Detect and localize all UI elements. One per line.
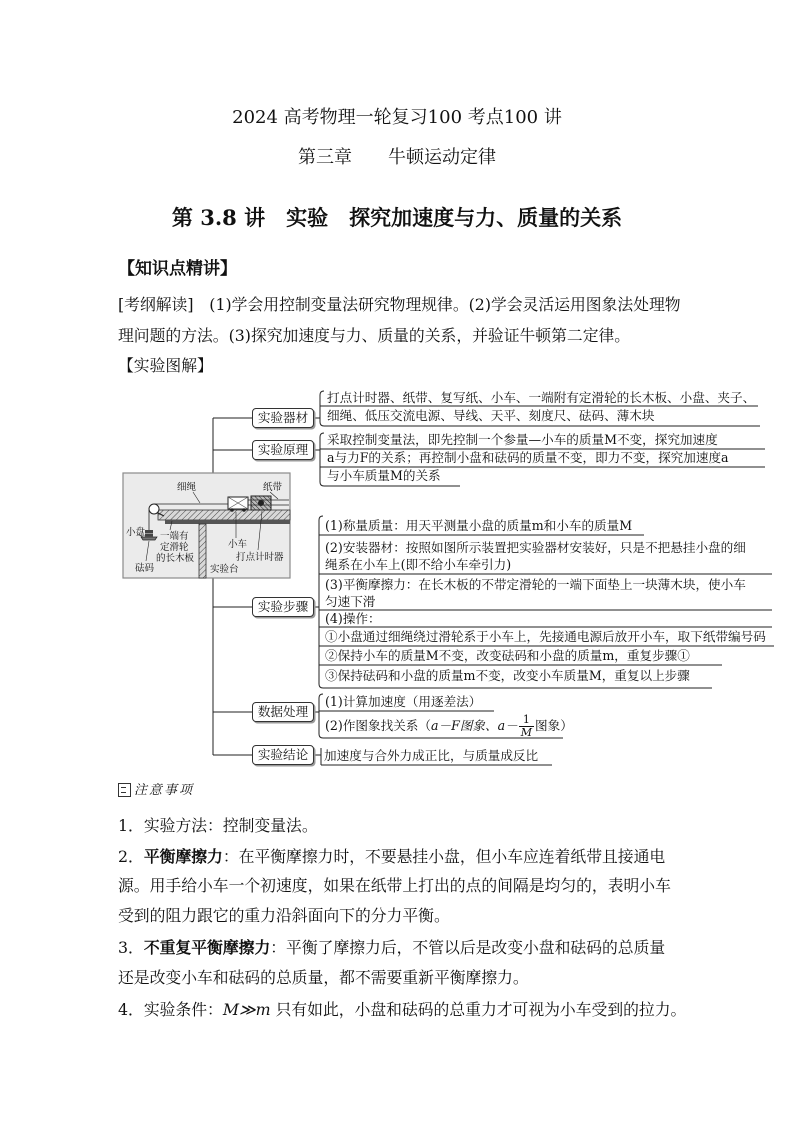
step-line-6: (4)操作： [325,611,381,626]
note-item-2-line-2: 源。用手给小车一个初速度，如果在纸带上打出的点的间隔是均匀的，表明小车 [118,876,671,895]
label-board-line1: 一端有 [160,531,189,542]
notes-heading-icon [118,783,131,797]
data-line-2-prefix: (2)作图象找关系（ [325,717,431,733]
equipment-line-1: 打点计时器、纸带、复写纸、小车、一端附有定滑轮的长木板、小盘、夹子、 [327,390,756,405]
long-board [158,510,290,520]
table-leg [199,524,206,578]
label-cart: 小车 [228,539,248,550]
note-item-4-number: 4． [118,1000,144,1019]
box-steps: 实验步骤 [252,597,314,617]
syllabus-line-2: 理问题的方法。(3)探究加速度与力、质量的关系，并验证牛顿第二定律。 [118,326,631,345]
note-item-2-text: ：在平衡摩擦力时，不要悬挂小盘，但小车应连着纸带且接通电 [222,847,666,866]
principle-line-1: 采取控制变量法，即先控制一个参量—小车的质量M不变，探究加速度 [327,432,718,447]
data-line-2 [325,714,573,738]
syllabus-line-1: [考纲解读] (1)学会用控制变量法研究物理规律。(2)学会灵活运用图象法处理物 [118,295,681,314]
box-principle: 实验原理 [252,440,314,460]
note-item-1 [118,818,318,834]
note-item-3-number: 3． [118,938,144,957]
knowledge-heading: 【知识点精讲】 [118,259,237,279]
weights-icon [145,530,153,533]
note-item-4-condition: M≫m [222,1000,271,1019]
notes-heading-text: 注意事项 [134,782,195,798]
label-table: 实验台 [210,564,239,575]
principle-line-3: 与小车质量M的关系 [327,468,441,483]
data-line-1: (1)计算加速度（用逐差法） [325,694,482,709]
step-line-3: 绳系在小车上(即不给小车牵引力) [325,557,512,572]
fraction-denominator: M [520,725,532,739]
notes-heading [118,783,194,797]
step-line-5: 匀速下滑 [325,594,376,609]
note-item-1-text: 实验方法：控制变量法。 [143,816,318,835]
note-item-3-text: ：平衡了摩擦力后，不管以后是改变小盘和砝码的总质量 [270,938,666,957]
step-line-7: ①小盘通过细绳绕过滑轮系于小车上，先接通电源后放开小车，取下纸带编号码 [325,629,766,644]
fraction-numerator: 1 [522,712,530,726]
box-data-processing: 数据处理 [252,702,314,722]
label-tape: 纸带 [263,482,283,493]
box-conclusion: 实验结论 [252,745,314,765]
note-item-3-keyword: 不重复平衡摩擦力 [143,938,271,957]
equipment-line-2: 细绳、低压交流电源、导线、天平、刻度尺、砝码、薄木块 [327,408,655,423]
series-title: 2024 高考物理一轮复习100 考点100 讲 [232,107,562,128]
step-line-4: (3)平衡摩擦力：在长木板的不带定滑轮的一端下面垫上一块薄木块，使小车 [325,577,746,592]
chapter-title: 牛顿运动定律 [388,147,496,168]
box-equipment: 实验器材 [252,408,314,428]
conclusion-text: 加速度与合外力成正比，与质量成反比 [324,748,539,763]
note-item-2-number: 2． [118,847,144,866]
label-timer: 打点计时器 [236,552,284,563]
note-item-4 [118,1002,686,1018]
diagram-heading: 【实验图解】 [118,356,213,375]
principle-line-2: a与力F的关系；再控制小盘和砝码的质量不变，即力不变，探究加速度a [327,450,729,465]
fraction-one-over-m [519,714,534,738]
label-string: 细绳 [177,482,197,493]
lesson-title: 第 3.8 讲 实验 探究加速度与力、质量的关系 [171,205,623,230]
note-item-3-line-2: 还是改变小车和砝码的总质量，都不需要重新平衡摩擦力。 [118,968,529,987]
step-line-9: ③保持砝码和小盘的质量m不变，改变小车质量M，重复以上步骤 [325,668,690,683]
apparatus-picture [123,473,290,578]
note-item-4-text: 只有如此，小盘和砝码的总重力才可视为小车受到的拉力。 [270,1000,687,1019]
chapter-line [0,149,794,167]
note-item-2-line-3: 受到的阻力跟它的重力沿斜面向下的分力平衡。 [118,906,450,925]
label-board-line2: 定滑轮 [160,542,189,553]
pulley-icon [149,504,159,514]
label-board-line3: 的长木板 [156,553,195,564]
data-line-2-suffix: 图象） [535,717,573,733]
step-line-2: (2)安装器材：按照如图所示装置把实验器材安装好，只是不把悬挂小盘的细 [325,540,746,555]
note-item-4-lead: 实验条件： [143,1000,223,1019]
chapter-number: 第三章 [298,147,352,168]
note-item-1-number: 1． [118,816,144,835]
data-line-2-graphs: a－F图象、a－ [431,717,518,733]
note-item-3-line-1 [118,940,665,956]
step-line-8: ②保持小车的质量M不变，改变砝码和小盘的质量m，重复步骤① [325,648,690,663]
note-item-2-keyword: 平衡摩擦力 [143,847,223,866]
label-weights: 砝码 [135,563,155,574]
step-line-1: (1)称量质量：用天平测量小盘的质量m和小车的质量M [325,518,633,533]
note-item-2-line-1 [118,849,665,865]
label-pan: 小盘 [126,527,146,538]
